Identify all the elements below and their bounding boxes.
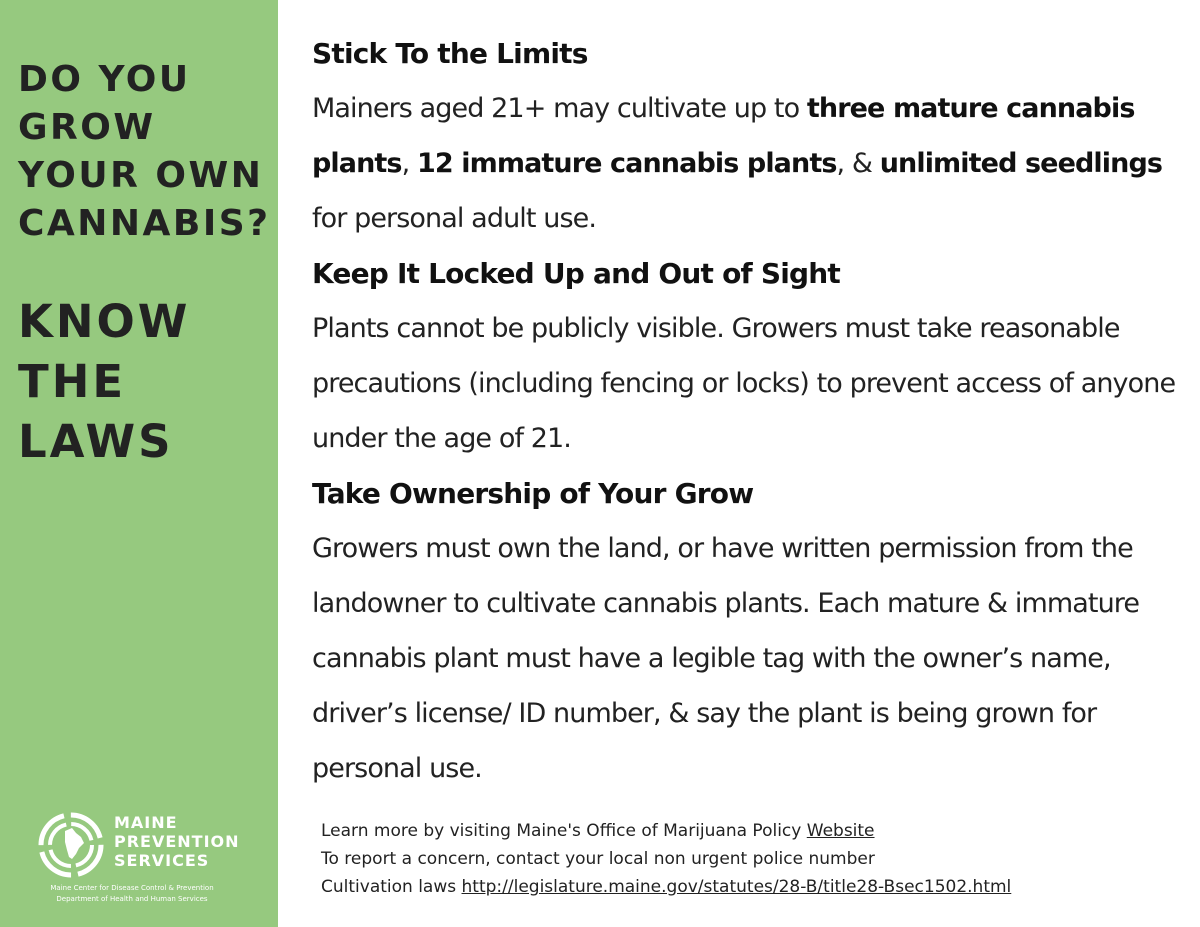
logo-name (114, 813, 240, 870)
section-body (312, 301, 1182, 466)
website-link[interactable]: Website (806, 821, 875, 841)
body-text: for personal adult use. (312, 203, 597, 234)
sidebar-panel (0, 0, 278, 927)
section-body (312, 521, 1182, 796)
logo-name-line: PREVENTION (114, 832, 240, 851)
section-title: Take Ownership of Your Grow (312, 477, 754, 510)
body-text: , (401, 148, 417, 179)
maine-prevention-services-logo (38, 812, 268, 912)
headline-line: YOUR OWN (18, 155, 264, 196)
footer-notes (321, 817, 1191, 901)
headline (18, 56, 271, 248)
headline-line: CANNABIS? (18, 203, 271, 244)
footer-text: Cultivation laws (321, 877, 462, 897)
footer-line (321, 845, 1191, 873)
footer-text: To report a concern, contact your local non urgent police number (321, 849, 875, 869)
body-emphasis: three mature cannabis plants (312, 93, 1135, 179)
headline-line: DO YOU (18, 59, 191, 100)
logo-name-line: MAINE (114, 813, 178, 832)
body-text: , & (836, 148, 880, 179)
body-emphasis: unlimited seedlings (879, 148, 1163, 179)
section-body (312, 81, 1182, 246)
subheadline-line: THE (18, 355, 127, 408)
subheadline-line: LAWS (18, 415, 174, 468)
logo-subtitle-line: Department of Health and Human Services (56, 895, 208, 903)
logo-subtitle (34, 883, 230, 905)
body-emphasis: 12 immature cannabis plants (416, 148, 837, 179)
subheadline-line: KNOW (18, 295, 191, 348)
section-title: Stick To the Limits (312, 37, 588, 70)
body-text: Plants cannot be publicly visible. Growers must take reasonable precautions (including fencing or locks) to prevent access of anyone under the age of 21. (312, 313, 1176, 454)
headline-line: GROW (18, 107, 156, 148)
logo-subtitle-line: Maine Center for Disease Control & Prevention (50, 884, 214, 892)
footer-line (321, 817, 1191, 845)
cultivation-laws-link[interactable]: http://legislature.maine.gov/statutes/28-B/title28-Bsec1502.html (461, 877, 1012, 897)
section-title: Keep It Locked Up and Out of Sight (312, 257, 840, 290)
body-text: Mainers aged 21+ may cultivate up to (312, 93, 807, 124)
main-content (312, 26, 1182, 796)
body-text: Growers must own the land, or have written permission from the landowner to cultivate cannabis plants. Each mature & immature cannabis plant must have a legible tag with the owner’s name, driver’s license/ ID number, & say the plant is being grown for personal use. (312, 533, 1140, 784)
logo-name-line: SERVICES (114, 851, 210, 870)
maine-state-logo-icon (38, 812, 104, 878)
subheadline (18, 292, 190, 472)
footer-line (321, 873, 1191, 901)
footer-text: Learn more by visiting Maine's Office of Marijuana Policy (321, 821, 807, 841)
